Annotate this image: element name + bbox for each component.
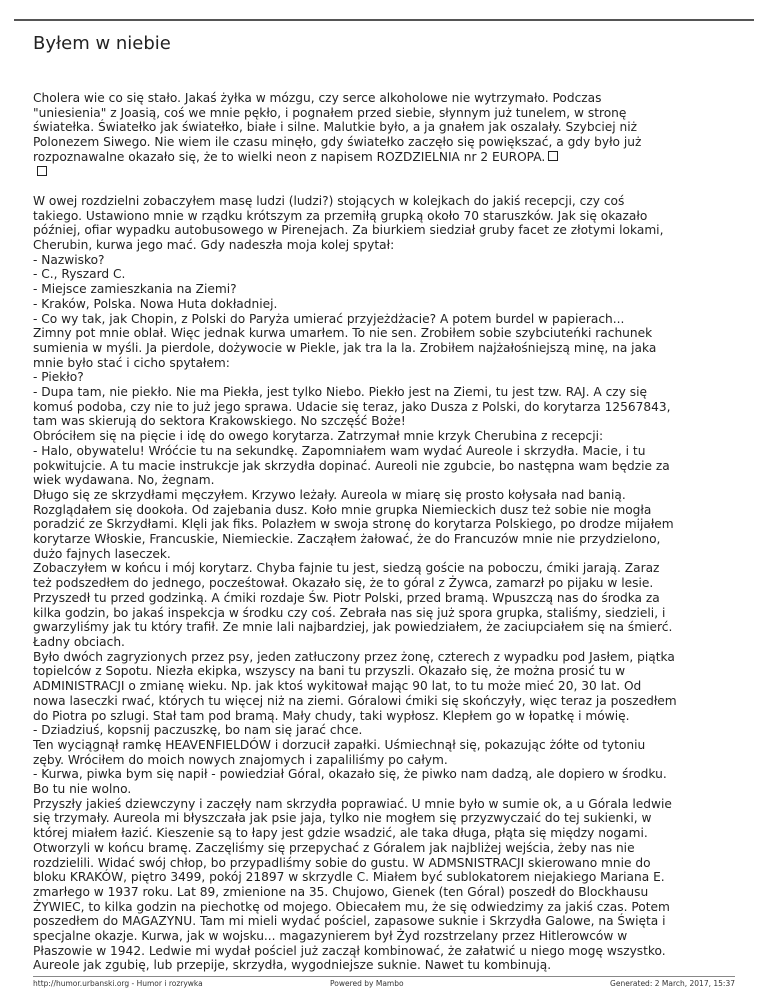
text-line: Zobaczyłem w końcu i mój korytarz. Chyba fajnie tu jest, siedzą goście na poboczu, ćmiki jarają. Zaraz — [33, 561, 660, 576]
page-title: Byłem w niebie — [33, 33, 171, 54]
text-line: "uniesienia" z Joasią, coś we mnie pękło, i pognałem przed siebie, słynnym już tunelem, w stronę — [33, 105, 627, 120]
text-line: Bo tu nie wolno. — [33, 782, 132, 797]
unrendered-glyph — [548, 151, 558, 161]
text-line: specjalne okazje. Kurwa, jak w wojsku... magazynierem był Żyd rozstrzelany przez Hitlerowców w — [33, 929, 628, 944]
page-footer — [33, 976, 735, 989]
text-line: kilka godzin, bo jakaś inspekcja w środku czy coś. Zebrała nas się już spora grupka, staliśmy, siedzieli, i — [33, 605, 666, 620]
text-line: komuś podoba, czy nie to już jego sprawa. Udacie się teraz, jako Dusza z Polski, do korytarza 12567843, — [33, 399, 671, 414]
text-line: Przyszedł tu przed godzinką. A ćmiki rozdaje Św. Piotr Polski, przed bramą. Wpuszczą nas do środka za — [33, 590, 660, 605]
text-line: Polonezem Siwego. Nie wiem ile czasu minęło, gdy światełko zaczęło się powiększać, a gdy było już — [33, 135, 642, 150]
article-body — [33, 91, 745, 973]
text-line: rozdzielili. Widać swój chłop, bo przypadliśmy sobie do gustu. W ADMSNISTRACJI skierowano mnie do — [33, 855, 651, 870]
text-line: światełka. Światełko jak światełko, białe i silne. Malutkie było, a ja gnałem jak oszalały. Szybciej niż — [33, 120, 637, 135]
text-line: bloku KRAKÓW, piętro 3499, pokój 21897 w skrzydle C. Miałem być sublokatorem niejakiego Mariana E. — [33, 870, 665, 885]
text-line: W owej rozdzielni zobaczyłem masę ludzi (ludzi?) stojących w kolejkach do jakiś recepcji, czy coś — [33, 193, 625, 208]
text-line: - Piekło? — [33, 370, 84, 385]
paragraph-1 — [33, 91, 745, 179]
text-line: - Miejsce zamieszkania na Ziemi? — [33, 282, 237, 297]
text-line: zęby. Wróciłem do moich nowych znajomych i zapaliliśmy po całym. — [33, 752, 448, 767]
text-line: Obróciłem się na pięcie i idę do owego korytarza. Zatrzymał mnie krzyk Cherubina z recepcji: — [33, 429, 604, 444]
footer-site-link[interactable]: http://humor.urbanski.org - Humor i rozrywka — [33, 979, 203, 988]
text-line: Zimny pot mnie oblał. Więc jednak kurwa umarłem. To nie sen. Zrobiłem sobie szybciuteńki rachunek — [33, 326, 653, 341]
unrendered-glyph — [33, 165, 745, 180]
text-line: Cholera wie co się stało. Jakaś żyłka w mózgu, czy serce alkoholowe nie wytrzymało. Podczas — [33, 91, 602, 105]
text-line: Rozglądałem się dookoła. Od zajebania dusz. Koło mnie grupka Niemieckich dusz też sobie nie mogła — [33, 502, 652, 517]
text-line: później, ofiar wypadku autobusowego w Pirenejach. Za biurkiem siedział gruby facet ze złotymi lokami, — [33, 223, 664, 238]
text-line: - Co wy tak, jak Chopin, z Polski do Paryża umierać przyjeżdżacie? A potem burdel w papierach... — [33, 311, 625, 326]
text-line: zmarłego w 1937 roku. Lat 89, zmienione na 35. Chujowo, Gienek (ten Góral) poszedł do Blockhausu — [33, 884, 649, 899]
text-line: się trzymały. Aureola mi błyszczała jak psie jaja, tylko nie mogłem się przyzwyczaić do tej sukienki, w — [33, 811, 652, 826]
text-line: dużo fajnych laseczek. — [33, 546, 171, 561]
text-line: której miałem łazić. Kieszenie są to łapy jest gdzie wsadzić, ale taka długa, płąta się między nogami. — [33, 826, 648, 841]
text-line: - Nazwisko? — [33, 252, 105, 267]
text-line: ADMINISTRACJI o zmianę wieku. Np. jak ktoś wykitował mając 90 lat, to tu może mieć 20, 30 lat. Od — [33, 679, 642, 694]
text-line: tam was skierują do sektora Krakowskiego. No szczęść Boże! — [33, 414, 406, 429]
text-line: mnie było stać i cicho spytałem: — [33, 355, 230, 370]
paragraph-2 — [33, 194, 745, 973]
footer-powered-by: Powered by Mambo — [330, 979, 404, 988]
text-line: korytarze Włoskie, Francuskie, Niemieckie. Zacząłem żałować, że do Francuzów mnie nie przydzielono, — [33, 532, 661, 547]
text-line: Ładny obciach. — [33, 635, 125, 649]
text-line: też podszedłem do jednego, pocześtował. Okazało się, że to góral z Żywca, zamarzł po pijaku w lesie. — [33, 576, 654, 591]
text-line: do Piotra po szlugi. Stał tam pod bramą. Mały chudy, taki wypłosz. Klepłem go w łopatkę i mówię. — [33, 708, 630, 723]
text-line: Aureole jak zgubię, lub przepije, skrzydła, wygodniejsze suknie. Nawet tu kombinują. — [33, 958, 552, 973]
text-line: rozpoznawalne okazało się, że to wielki neon z napisem ROZDZIELNIA nr 2 EUROPA. — [33, 150, 745, 165]
text-line: poradzić ze Skrzydłami. Klęli jak fiks. Polazłem w swoja stronę do korytarza Polskiego, po drodze mijałem — [33, 517, 674, 532]
text-line: Ten wyciągnął ramkę HEAVENFIELDÓW i dorzucił zapałki. Uśmiechnął się, pokazując żółte od tytoniu — [33, 737, 646, 752]
text-line: wiek wydawana. No, żegnam. — [33, 473, 215, 488]
text-line: - Dupa tam, nie piekło. Nie ma Piekła, jest tylko Niebo. Piekło jest na Ziemi, tu jest tzw. RAJ. A czy się — [33, 385, 648, 400]
text-line: - Kraków, Polska. Nowa Huta dokładniej. — [33, 296, 278, 311]
text-line: sumienia w myśli. Ja pierdole, dożywocie w Piekle, jak tra la la. Zrobiłem najżałośniejszą minę, na jaka — [33, 340, 657, 355]
text-line: Było dwóch zagryzionych przez psy, jeden zatłuczony przez żonę, czterech z wypadku pod Jasłem, piątka — [33, 649, 675, 664]
text-line: ŻYWIEC, to kilka godzin na piechotkę od mojego. Obiecałem mu, że się odwiedzimy za jakiś czas. Potem — [33, 899, 670, 914]
text-line: poszedłem do MAGAZYNU. Tam mi mieli wydać pościel, zapasowe suknie i Skrzydła Galowe, na Święta i — [33, 914, 666, 929]
text-line: - C., Ryszard C. — [33, 267, 126, 282]
text-line: topielców z Sopotu. Niezła ekipka, wszyscy na bani tu przyszli. Okazało się, że można prosić tu w — [33, 664, 626, 679]
top-rule — [14, 19, 754, 21]
text-line: Przyszły jakieś dziewczyny i zaczęły nam skrzydła poprawiać. U mnie było w sumie ok, a u Górala ledwie — [33, 796, 672, 811]
text-line: - Kurwa, piwka bym się napił - powiedział Góral, okazało się, że piwko nam dadzą, ale dopiero w środku. — [33, 767, 667, 782]
text-line: nowa laseczki rwać, których tu więcej niż na ziemi. Góralowi ćmiki się skończyły, więc teraz ja poszedłem — [33, 693, 677, 708]
text-line: gwarzyliśmy jak tu który trafił. Ze mnie lali najbardziej, jak powiedziałem, że zaciupciałem się na śmierć. — [33, 620, 673, 635]
text-line: Długo się ze skrzydłami męczyłem. Krzywo leżały. Aureola w miarę się prosto kołysała nad banią. — [33, 487, 626, 502]
text-line: Otworzyli w końcu bramę. Zaczęliśmy się przepychać z Góralem jak najbliżej wejścia, żeby nas nie — [33, 840, 635, 855]
text-line: - Dziadziuś, kopsnij paczuszkę, bo nam się jarać chce. — [33, 723, 363, 738]
text-line: - Halo, obywatelu! Wróćcie tu na sekundkę. Zapomniałem wam wydać Aureole i skrzydła. Macie, i tu — [33, 443, 646, 458]
text-line: Płaszowie w 1942. Ledwie mi wydał pościel już zaczął kombinować, że załatwić u niego mogę wszystko. — [33, 943, 666, 958]
text-line: pokwitujcie. A tu macie instrukcje jak skrzydła dopinać. Aureoli nie zgubcie, bo następna wam będzie za — [33, 458, 670, 473]
footer-generated-date: Generated: 2 March, 2017, 15:37 — [610, 979, 735, 988]
text-line: takiego. Ustawiono mnie w rządku krótszym za przemiłą grupką około 70 staruszków. Jak się okazało — [33, 208, 648, 223]
text-line: Cherubin, kurwa jego mać. Gdy nadeszła moja kolej spytał: — [33, 238, 395, 253]
